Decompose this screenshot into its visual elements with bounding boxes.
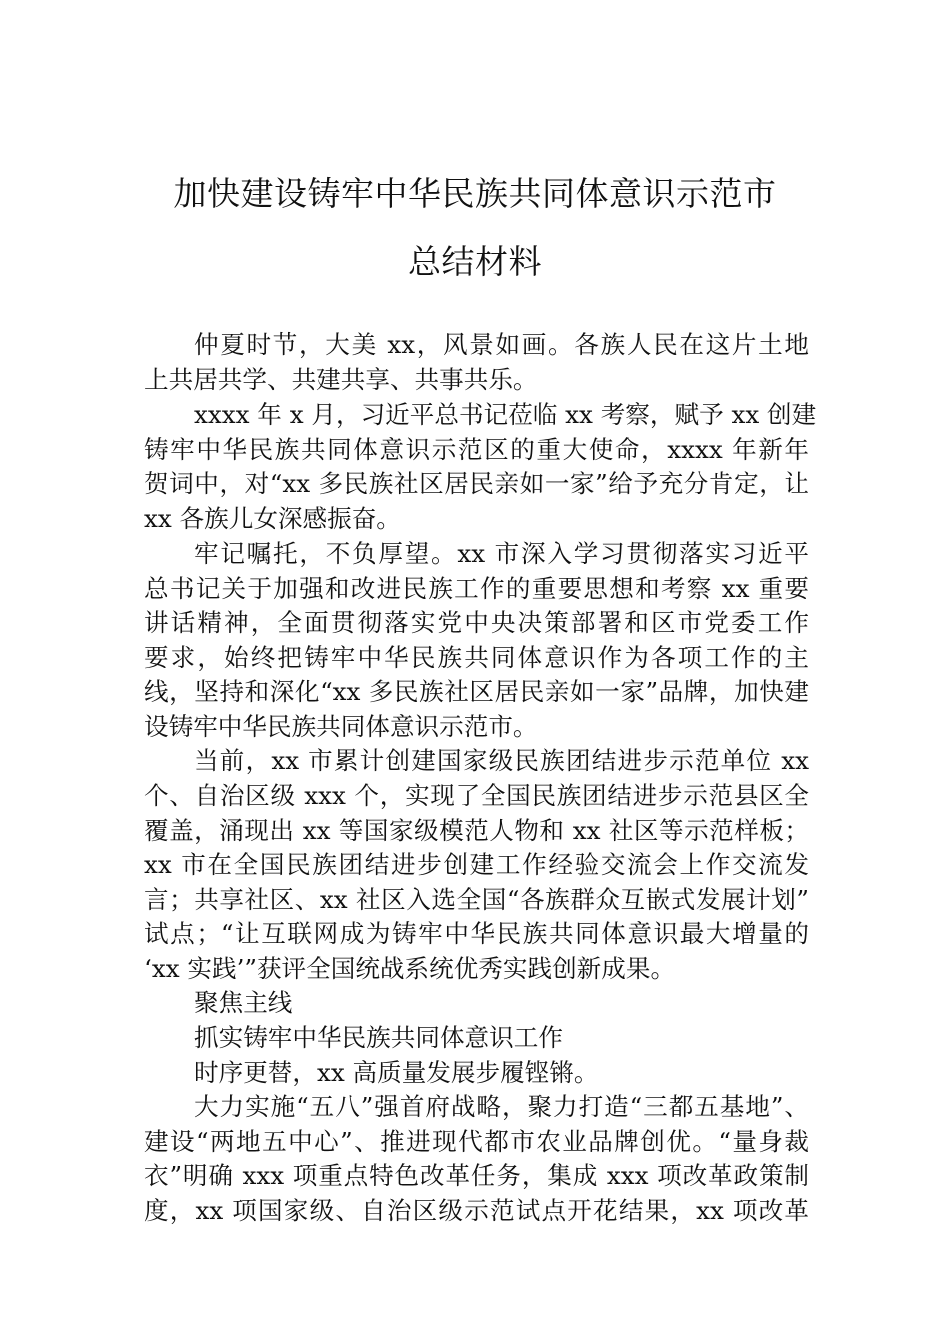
- body-line: xx 各族儿女深感振奋。: [144, 504, 401, 533]
- body-line: 言；共享社区、xx 社区入选全国“各族群众互嵌式发展计划”: [144, 885, 809, 914]
- body-line: 设铸牢中华民族共同体意识示范市。: [144, 712, 538, 741]
- body-line: 线，坚持和深化“xx 多民族社区居民亲如一家”品牌，加快建: [144, 677, 809, 706]
- body-line: 衣”明确 xxx 项重点特色改革任务，集成 xxx 项改革政策制: [144, 1161, 809, 1190]
- body-line: 贺词中，对“xx 多民族社区居民亲如一家”给予充分肯定，让: [144, 469, 809, 498]
- body-line: 建设“两地五中心”、推进现代都市农业品牌创优。“量身裁: [144, 1127, 809, 1156]
- body-line: 试点；“让互联网成为铸牢中华民族共同体意识最大增量的: [144, 919, 809, 948]
- section-heading: 聚焦主线: [194, 988, 293, 1017]
- document-title-line-1: 加快建设铸牢中华民族共同体意识示范市: [173, 174, 777, 213]
- document-title-line-2: 总结材料: [408, 242, 542, 281]
- body-line: 仲夏时节，大美 xx，风景如画。各族人民在这片土地: [194, 330, 809, 359]
- body-line: 牢记嘱托，不负厚望。xx 市深入学习贯彻落实习近平: [194, 539, 809, 568]
- body-line: 当前，xx 市累计创建国家级民族团结进步示范单位 xx: [194, 746, 809, 775]
- body-line: ‘xx 实践’”获评全国统战系统优秀实践创新成果。: [144, 954, 676, 983]
- body-line: 总书记关于加强和改进民族工作的重要思想和考察 xx 重要: [144, 574, 809, 603]
- body-line: 上共居共学、共建共享、共事共乐。: [144, 365, 538, 394]
- body-line: 大力实施“五八”强首府战略，聚力打造“三都五基地”、: [194, 1092, 809, 1121]
- body-line: xx 市在全国民族团结进步创建工作经验交流会上作交流发: [144, 850, 809, 879]
- body-line: 度，xx 项国家级、自治区级示范试点开花结果，xx 项改革: [144, 1196, 809, 1225]
- section-subheading: 抓实铸牢中华民族共同体意识工作: [194, 1023, 563, 1052]
- body-line: 时序更替，xx 高质量发展步履铿锵。: [194, 1058, 599, 1087]
- body-line: 要求，始终把铸牢中华民族共同体意识作为各项工作的主: [144, 643, 809, 672]
- body-line: xxxx 年 x 月，习近平总书记莅临 xx 考察，赋予 xx 创建: [194, 400, 817, 429]
- body-line: 个、自治区级 xxx 个，实现了全国民族团结进步示范县区全: [144, 781, 809, 810]
- body-line: 讲话精神，全面贯彻落实党中央决策部署和区市党委工作: [144, 608, 809, 637]
- body-line: 覆盖，涌现出 xx 等国家级模范人物和 xx 社区等示范样板；: [144, 816, 809, 845]
- body-line: 铸牢中华民族共同体意识示范区的重大使命，xxxx 年新年: [144, 435, 809, 464]
